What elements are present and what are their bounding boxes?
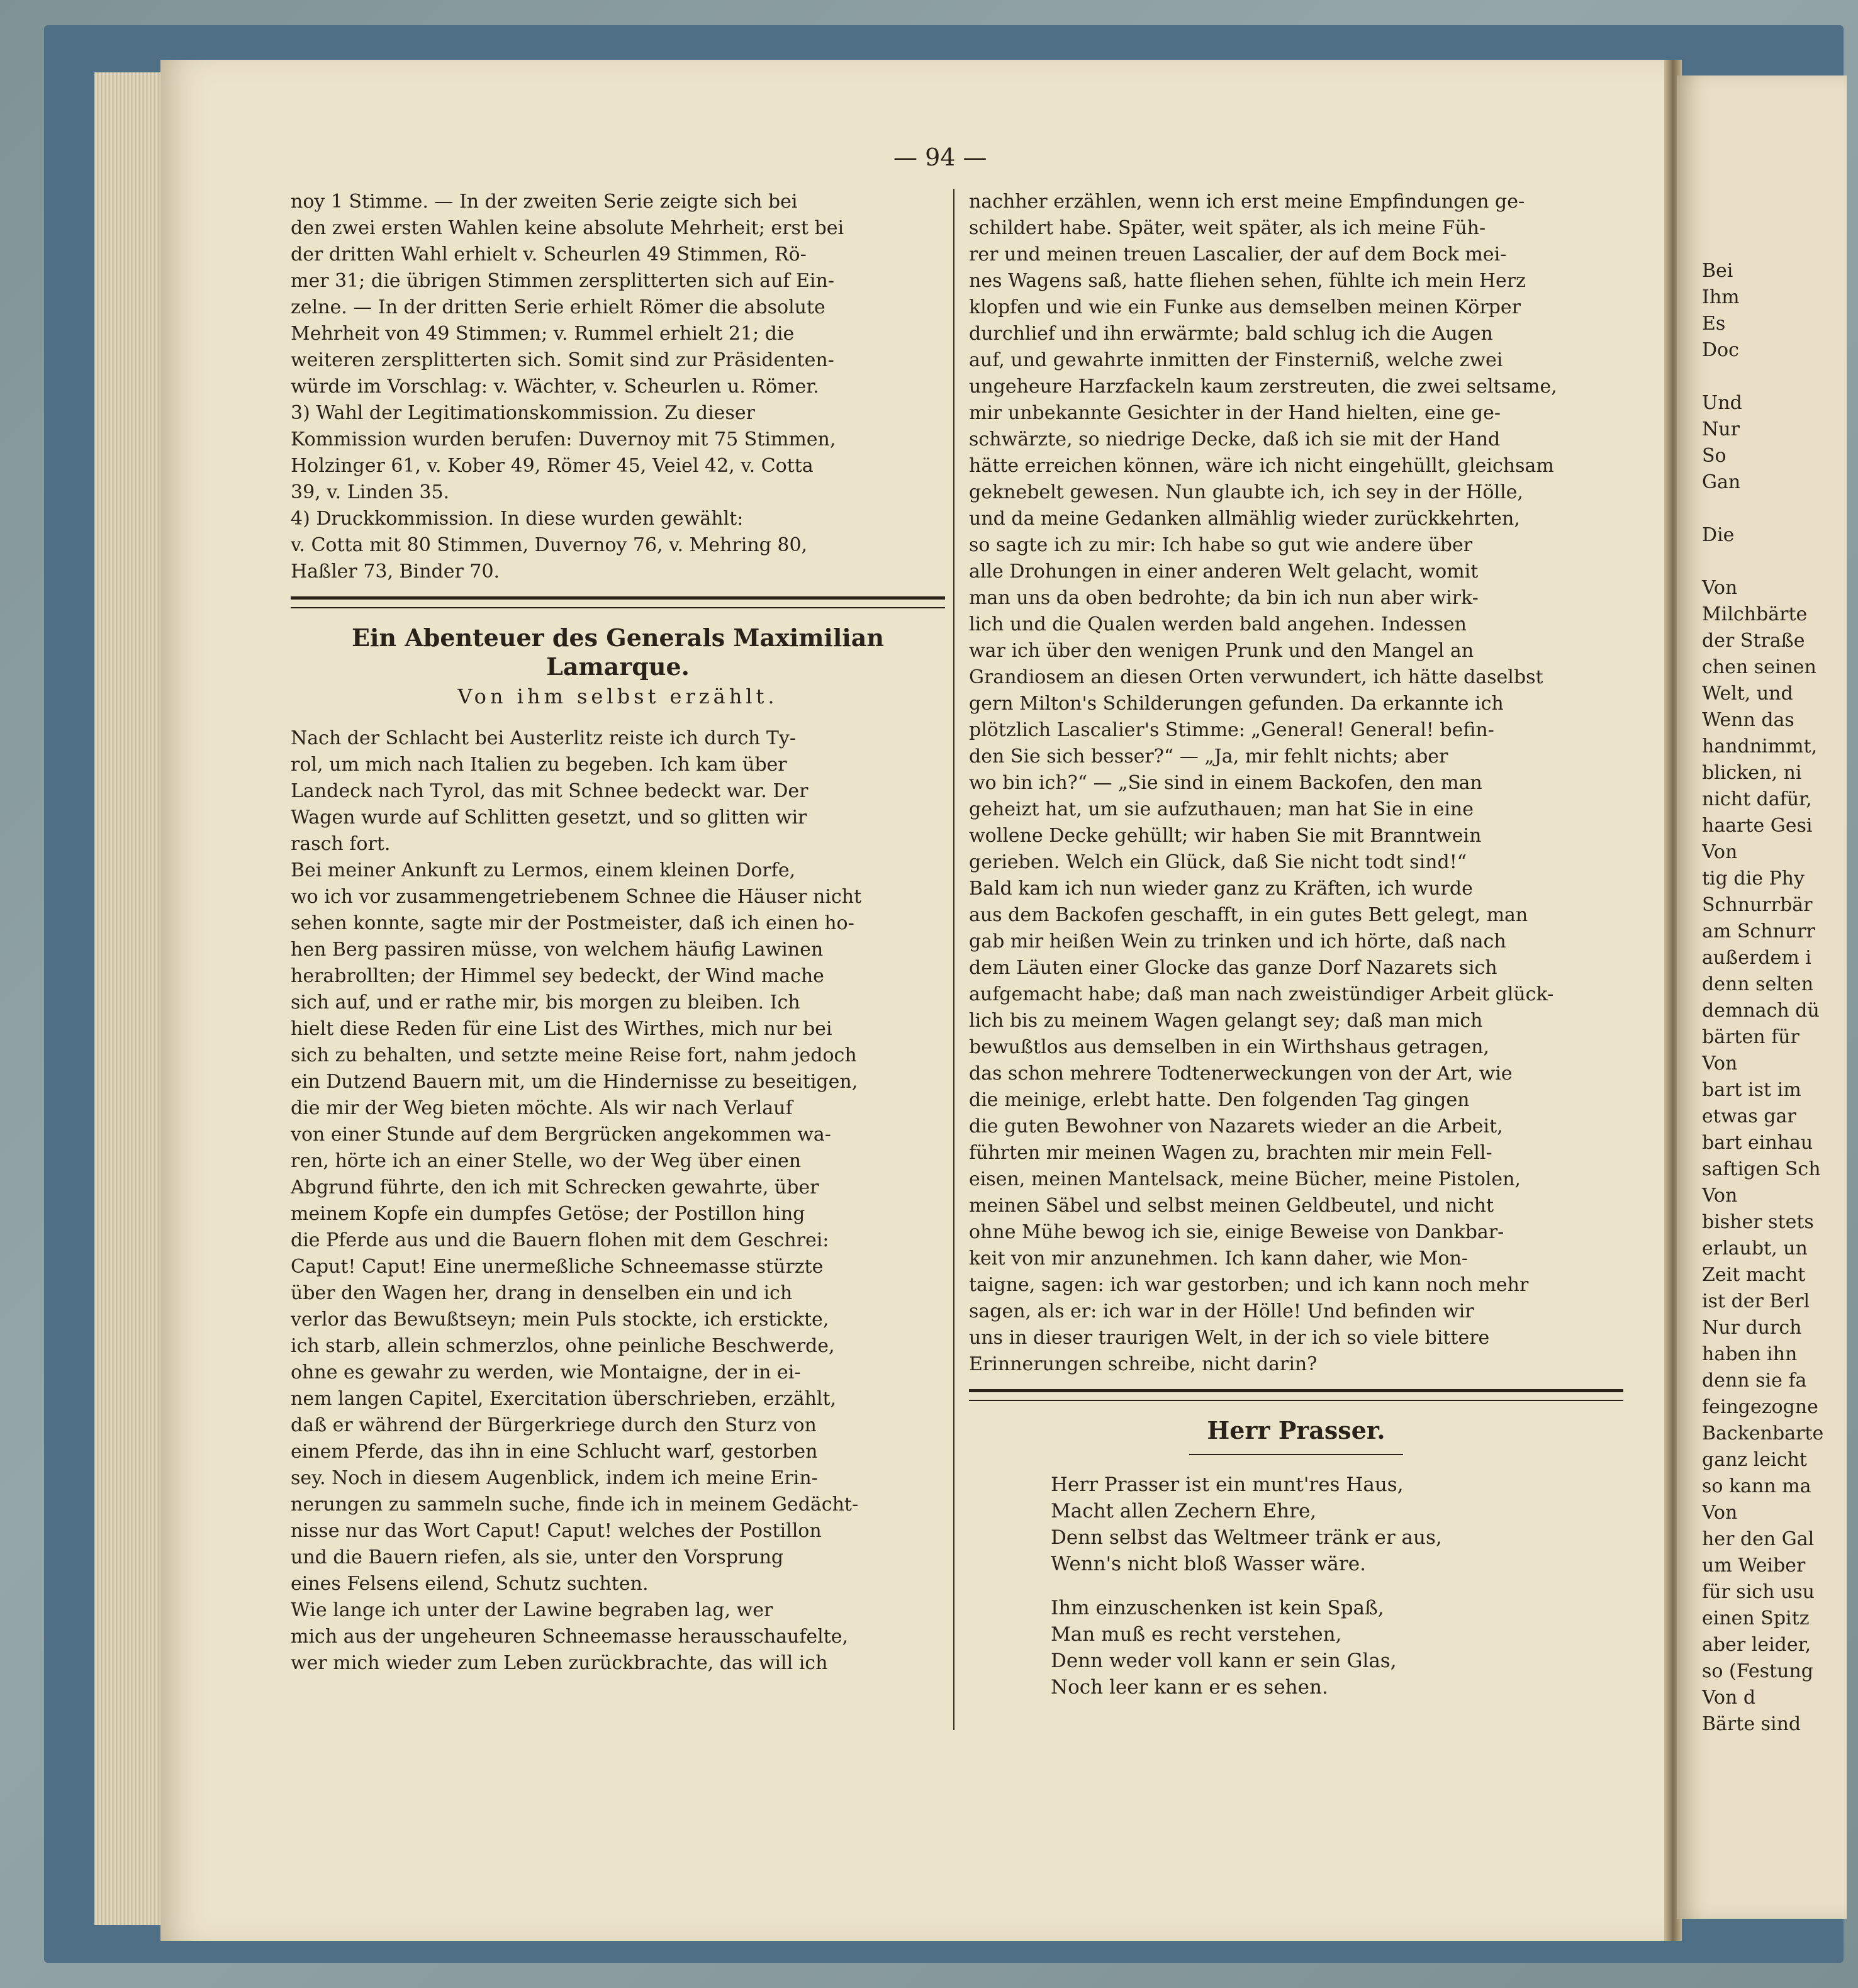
- text-line: hielt diese Reden für eine List des Wirthes, mich nur bei: [291, 1018, 832, 1040]
- facing-text-line: Milchbärte: [1702, 603, 1808, 625]
- text-line: Bald kam ich nun wieder ganz zu Kräften, ich wurde: [969, 878, 1473, 900]
- text-line: und da meine Gedanken allmählig wieder zurückkehrten,: [969, 508, 1520, 530]
- page-number: — 94 —: [893, 143, 987, 171]
- text-line: ich starb, allein schmerzlos, ohne peinliche Beschwerde,: [291, 1335, 835, 1357]
- text-line: v. Cotta mit 80 Stimmen, Duvernoy 76, v. Mehring 80,: [291, 534, 808, 556]
- text-line: Holzinger 61, v. Kober 49, Römer 45, Veiel 42, v. Cotta: [291, 455, 814, 477]
- text-line: eisen, meinen Mantelsack, meine Bücher, meine Pistolen,: [969, 1168, 1521, 1190]
- text-line: mir unbekannte Gesichter in der Hand hielten, eine ge-: [969, 402, 1501, 424]
- text-line: Wagen wurde auf Schlitten gesetzt, und so glitten wir: [291, 807, 807, 829]
- facing-text-line: haben ihn: [1702, 1343, 1798, 1365]
- text-line: wollene Decke gehüllt; wir haben Sie mit Branntwein: [969, 825, 1482, 847]
- text-line: aufgemacht habe; daß man nach zweistündiger Arbeit glück-: [969, 983, 1554, 1005]
- facing-text-line: Es: [1702, 313, 1726, 335]
- text-line: so sagte ich zu mir: Ich habe so gut wie andere über: [969, 534, 1473, 556]
- text-line: gerieben. Welch ein Glück, daß Sie nicht todt sind!“: [969, 851, 1467, 873]
- facing-text-line: feingezogne: [1702, 1396, 1818, 1418]
- text-line: gern Milton's Schilderungen gefunden. Da erkannte ich: [969, 693, 1504, 715]
- poem-line: Ihm einzuschenken ist kein Spaß,: [1051, 1597, 1384, 1619]
- facing-text-line: Von: [1702, 1502, 1738, 1524]
- text-line: aus dem Backofen geschafft, in ein gutes Bett gelegt, man: [969, 904, 1528, 926]
- text-line: nachher erzählen, wenn ich erst meine Empfindungen ge-: [969, 191, 1525, 213]
- article-title-line-2: Lamarque.: [546, 652, 690, 681]
- facing-text-line: Backenbarte: [1702, 1422, 1824, 1444]
- poem-line: Wenn's nicht bloß Wasser wäre.: [1051, 1553, 1366, 1575]
- facing-text-line: Ihm: [1702, 286, 1740, 308]
- facing-text-line: [1702, 549, 1823, 575]
- text-line: meinen Säbel und selbst meinen Geldbeutel, und nicht: [969, 1195, 1494, 1217]
- text-line: ohne es gewahr zu werden, wie Montaigne, der in ei-: [291, 1361, 801, 1383]
- facing-text-line: bärten für: [1702, 1026, 1799, 1048]
- facing-text-line: Gan: [1702, 471, 1741, 493]
- poem-title: Herr Prasser.: [1207, 1416, 1385, 1444]
- text-line: geknebelt gewesen. Nun glaubte ich, ich sey in der Hölle,: [969, 481, 1523, 503]
- text-line: würde im Vorschlag: v. Wächter, v. Scheurlen u. Römer.: [291, 376, 819, 398]
- text-line: keit von mir anzunehmen. Ich kann daher, wie Mon-: [969, 1248, 1469, 1270]
- facing-text-line: bart einhau: [1702, 1132, 1813, 1154]
- text-line: auf, und gewahrte inmitten der Finsterniß, welche zwei: [969, 349, 1503, 371]
- text-line: alle Drohungen in einer anderen Welt gelacht, womit: [969, 561, 1479, 583]
- text-line: noy 1 Stimme. — In der zweiten Serie zeigte sich bei: [291, 191, 798, 213]
- facing-text-line: so kann ma: [1702, 1475, 1811, 1497]
- facing-text-line: Von: [1702, 1053, 1738, 1075]
- facing-text-line: [1702, 364, 1823, 390]
- text-line: 3) Wahl der Legitimationskommission. Zu dieser: [291, 402, 755, 424]
- text-line: führten mir meinen Wagen zu, brachten mir mein Fell-: [969, 1142, 1492, 1164]
- text-line: uns in dieser traurigen Welt, in der ich so viele bittere: [969, 1327, 1490, 1349]
- facing-text-line: tig die Phy: [1702, 868, 1805, 890]
- text-line: Caput! Caput! Eine unermeßliche Schneemasse stürzte: [291, 1256, 824, 1278]
- facing-text-line: ganz leicht: [1702, 1449, 1807, 1471]
- text-line: die mir der Weg bieten möchte. Als wir nach Verlauf: [291, 1097, 793, 1119]
- text-line: verlor das Bewußtseyn; mein Puls stockte, ich erstickte,: [291, 1309, 829, 1331]
- facing-text-line: demnach dü: [1702, 1000, 1820, 1022]
- facing-text-line: So: [1702, 445, 1726, 467]
- text-line: sehen konnte, sagte mir der Postmeister, daß ich einen ho-: [291, 912, 854, 934]
- article-body-right: [969, 189, 1623, 1378]
- text-line: durchlief und ihn erwärmte; bald schlug ich die Augen: [969, 323, 1493, 345]
- facing-text-line: Von d: [1702, 1687, 1756, 1709]
- facing-text-line: außerdem i: [1702, 947, 1811, 969]
- text-line: ohne Mühe bewog ich sie, einige Beweise von Dankbar-: [969, 1221, 1504, 1243]
- text-line: wo bin ich?“ — „Sie sind in einem Backofen, den man: [969, 772, 1482, 794]
- text-line: schwärzte, so niedrige Decke, daß ich sie mit der Hand: [969, 428, 1501, 450]
- text-line: Bei meiner Ankunft zu Lermos, einem kleinen Dorfe,: [291, 859, 796, 881]
- facing-text-line: Von: [1702, 841, 1738, 863]
- right-column: [969, 189, 1623, 1700]
- text-line: hen Berg passiren müsse, von welchem häufig Lawinen: [291, 939, 824, 961]
- facing-text-line: her den Gal: [1702, 1528, 1815, 1550]
- article-body-left: [291, 725, 945, 1677]
- article-title-line-1: Ein Abenteuer des Generals Maximilian: [352, 623, 884, 652]
- text-line: bewußtlos aus demselben in ein Wirthshaus getragen,: [969, 1036, 1489, 1058]
- poem-line: Denn weder voll kann er sein Glas,: [1051, 1650, 1397, 1672]
- text-line: plötzlich Lascalier's Stimme: „General! General! befin-: [969, 719, 1494, 741]
- facing-text-line: Von: [1702, 1185, 1738, 1207]
- facing-text-line: der Straße: [1702, 630, 1805, 652]
- text-line: rasch fort.: [291, 833, 391, 855]
- text-line: ungeheure Harzfackeln kaum zerstreuten, die zwei seltsame,: [969, 376, 1557, 398]
- text-line: taigne, sagen: ich war gestorben; und ich kann noch mehr: [969, 1274, 1529, 1296]
- text-line: das schon mehrere Todtenerweckungen von der Art, wie: [969, 1063, 1513, 1085]
- text-line: einem Pferde, das ihn in eine Schlucht warf, gestorben: [291, 1441, 818, 1463]
- facing-text-line: aber leider,: [1702, 1634, 1811, 1656]
- facing-text-line: Bärte sind: [1702, 1713, 1801, 1735]
- facing-text-line: etwas gar: [1702, 1105, 1796, 1127]
- facing-text-line: Von: [1702, 577, 1738, 599]
- text-line: Nach der Schlacht bei Austerlitz reiste ich durch Ty-: [291, 727, 797, 749]
- text-line: der dritten Wahl erhielt v. Scheurlen 49 Stimmen, Rö-: [291, 243, 807, 265]
- text-line: dem Läuten einer Glocke das ganze Dorf Nazarets sich: [969, 957, 1497, 979]
- text-line: zelne. — In der dritten Serie erhielt Römer die absolute: [291, 296, 825, 318]
- section-rule: [291, 596, 945, 608]
- column-divider: [953, 189, 954, 1730]
- poem-stanza-2: [969, 1595, 1623, 1700]
- facing-text-line: Nur durch: [1702, 1317, 1802, 1339]
- text-line: mer 31; die übrigen Stimmen zersplitterten sich auf Ein-: [291, 270, 834, 292]
- text-line: man uns da oben bedrohte; da bin ich nun aber wirk-: [969, 587, 1479, 609]
- text-line: klopfen und wie ein Funke aus demselben meinen Körper: [969, 296, 1521, 318]
- text-line: und die Bauern riefen, als sie, unter den Vorsprung: [291, 1546, 784, 1568]
- article-subtitle: Von ihm selbst erzählt.: [457, 684, 778, 708]
- text-line: den zwei ersten Wahlen keine absolute Mehrheit; erst bei: [291, 217, 844, 239]
- text-line: ein Dutzend Bauern mit, um die Hindernisse zu beseitigen,: [291, 1071, 858, 1093]
- text-line: geheizt hat, um sie aufzuthauen; man hat Sie in eine: [969, 798, 1474, 820]
- text-line: sey. Noch in diesem Augenblick, indem ich meine Erin-: [291, 1467, 818, 1489]
- text-line: wo ich vor zusammengetriebenem Schnee die Häuser nicht: [291, 886, 862, 908]
- facing-text-line: Die: [1702, 524, 1735, 546]
- facing-page: [1677, 75, 1847, 1919]
- title-rule: [1189, 1454, 1403, 1455]
- poem-line: Noch leer kann er es sehen.: [1051, 1676, 1328, 1699]
- text-line: sich zu behalten, und setzte meine Reise fort, nahm jedoch: [291, 1044, 857, 1066]
- facing-text-line: nicht dafür,: [1702, 788, 1812, 810]
- text-line: rer und meinen treuen Lascalier, der auf dem Bock mei-: [969, 243, 1507, 265]
- text-line: lich bis zu meinem Wagen gelangt sey; daß man mich: [969, 1010, 1483, 1032]
- text-line: Erinnerungen schreibe, nicht darin?: [969, 1353, 1318, 1375]
- facing-text-line: saftigen Sch: [1702, 1158, 1821, 1180]
- facing-text-line: ist der Berl: [1702, 1290, 1810, 1312]
- text-line: nerungen zu sammeln suche, finde ich in meinem Gedächt-: [291, 1494, 859, 1516]
- poem-line: Denn selbst das Weltmeer tränk er aus,: [1051, 1526, 1442, 1549]
- left-column: [291, 189, 945, 1677]
- text-line: hätte erreichen können, wäre ich nicht eingehüllt, gleichsam: [969, 455, 1554, 477]
- facing-text-line: Wenn das: [1702, 709, 1794, 731]
- text-line: von einer Stunde auf dem Bergrücken angekommen wa-: [291, 1124, 831, 1146]
- text-line: Haßler 73, Binder 70.: [291, 561, 500, 583]
- text-line: daß er während der Bürgerkriege durch den Sturz von: [291, 1414, 817, 1436]
- text-line: 39, v. Linden 35.: [291, 481, 450, 503]
- text-line: rol, um mich nach Italien zu begeben. Ich kam über: [291, 754, 787, 776]
- text-line: mich aus der ungeheuren Schneemasse herausschaufelte,: [291, 1626, 849, 1648]
- text-line: Kommission wurden berufen: Duvernoy mit 75 Stimmen,: [291, 428, 836, 450]
- text-line: nem langen Capitel, Exercitation überschrieben, erzählt,: [291, 1388, 837, 1410]
- facing-text-line: bisher stets: [1702, 1211, 1814, 1233]
- section-rule: [969, 1389, 1623, 1401]
- facing-text-line: Schnurrbär: [1702, 894, 1813, 916]
- facing-text-line: chen seinen: [1702, 656, 1816, 678]
- text-line: über den Wagen her, drang in denselben ein und ich: [291, 1282, 793, 1304]
- facing-page-fragments: [1702, 258, 1823, 1738]
- facing-text-line: für sich usu: [1702, 1581, 1815, 1603]
- text-line: Landeck nach Tyrol, das mit Schnee bedeckt war. Der: [291, 780, 809, 802]
- text-line: ren, hörte ich an einer Stelle, wo der Weg über einen: [291, 1150, 802, 1172]
- text-line: nisse nur das Wort Caput! Caput! welches der Postillon: [291, 1520, 822, 1542]
- text-line: die meinige, erlebt hatte. Den folgenden Tag gingen: [969, 1089, 1470, 1111]
- facing-text-line: bart ist im: [1702, 1079, 1801, 1101]
- poem-stanza-1: [969, 1471, 1623, 1577]
- facing-text-line: so (Festung: [1702, 1660, 1813, 1682]
- facing-text-line: Bei: [1702, 260, 1733, 282]
- facing-text-line: Welt, und: [1702, 683, 1793, 705]
- text-line: 4) Druckkommission. In diese wurden gewählt:: [291, 508, 744, 530]
- text-line: Abgrund führte, den ich mit Schrecken gewahrte, über: [291, 1176, 819, 1198]
- text-line: den Sie sich besser?“ — „Ja, mir fehlt nichts; aber: [969, 746, 1448, 768]
- facing-text-line: blicken, ni: [1702, 762, 1802, 784]
- facing-text-line: denn selten: [1702, 973, 1814, 995]
- text-line: eines Felsens eilend, Schutz suchten.: [291, 1573, 649, 1595]
- text-line: war ich über den wenigen Prunk und den Mangel an: [969, 640, 1474, 662]
- text-line: Wie lange ich unter der Lawine begraben lag, wer: [291, 1599, 773, 1621]
- text-line: weiteren zersplitterten sich. Somit sind zur Präsidenten-: [291, 349, 834, 371]
- text-line: Mehrheit von 49 Stimmen; v. Rummel erhielt 21; die: [291, 323, 795, 345]
- text-line: schildert habe. Später, weit später, als ich meine Füh-: [969, 217, 1486, 239]
- text-line: wer mich wieder zum Leben zurückbrachte, das will ich: [291, 1652, 828, 1674]
- poem-line: Macht allen Zechern Ehre,: [1051, 1500, 1317, 1522]
- facing-text-line: Nur: [1702, 418, 1740, 440]
- text-line: die Pferde aus und die Bauern flohen mit dem Geschrei:: [291, 1229, 829, 1251]
- facing-text-line: einen Spitz: [1702, 1607, 1810, 1629]
- facing-text-line: um Weiber: [1702, 1555, 1806, 1577]
- text-line: lich und die Qualen werden bald angehen. Indessen: [969, 613, 1467, 635]
- text-line: herabrollten; der Himmel sey bedeckt, der Wind mache: [291, 965, 824, 987]
- facing-text-line: Zeit macht: [1702, 1264, 1806, 1286]
- facing-text-line: [1702, 496, 1823, 522]
- text-line: Grandiosem an diesen Orten verwundert, ich hätte daselbst: [969, 666, 1543, 688]
- facing-text-line: denn sie fa: [1702, 1370, 1807, 1392]
- facing-text-line: Doc: [1702, 339, 1739, 361]
- facing-text-line: erlaubt, un: [1702, 1237, 1808, 1259]
- facing-text-line: Und: [1702, 392, 1742, 414]
- text-line: nes Wagens saß, hatte fliehen sehen, fühlte ich mein Herz: [969, 270, 1526, 292]
- text-line: sagen, als er: ich war in der Hölle! Und befinden wir: [969, 1300, 1474, 1322]
- poem-line: Man muß es recht verstehen,: [1051, 1623, 1342, 1646]
- facing-text-line: handnimmt,: [1702, 735, 1818, 757]
- text-line: sich auf, und er rathe mir, bis morgen zu bleiben. Ich: [291, 991, 800, 1014]
- poem-line: Herr Prasser ist ein munt'res Haus,: [1051, 1473, 1404, 1496]
- facing-text-line: haarte Gesi: [1702, 815, 1813, 837]
- facing-text-line: am Schnurr: [1702, 920, 1815, 942]
- text-line: meinem Kopfe ein dumpfes Getöse; der Postillon hing: [291, 1203, 805, 1225]
- text-line: gab mir heißen Wein zu trinken und ich hörte, daß nach: [969, 930, 1506, 952]
- election-report: [291, 189, 945, 585]
- text-line: die guten Bewohner von Nazarets wieder an die Arbeit,: [969, 1115, 1503, 1137]
